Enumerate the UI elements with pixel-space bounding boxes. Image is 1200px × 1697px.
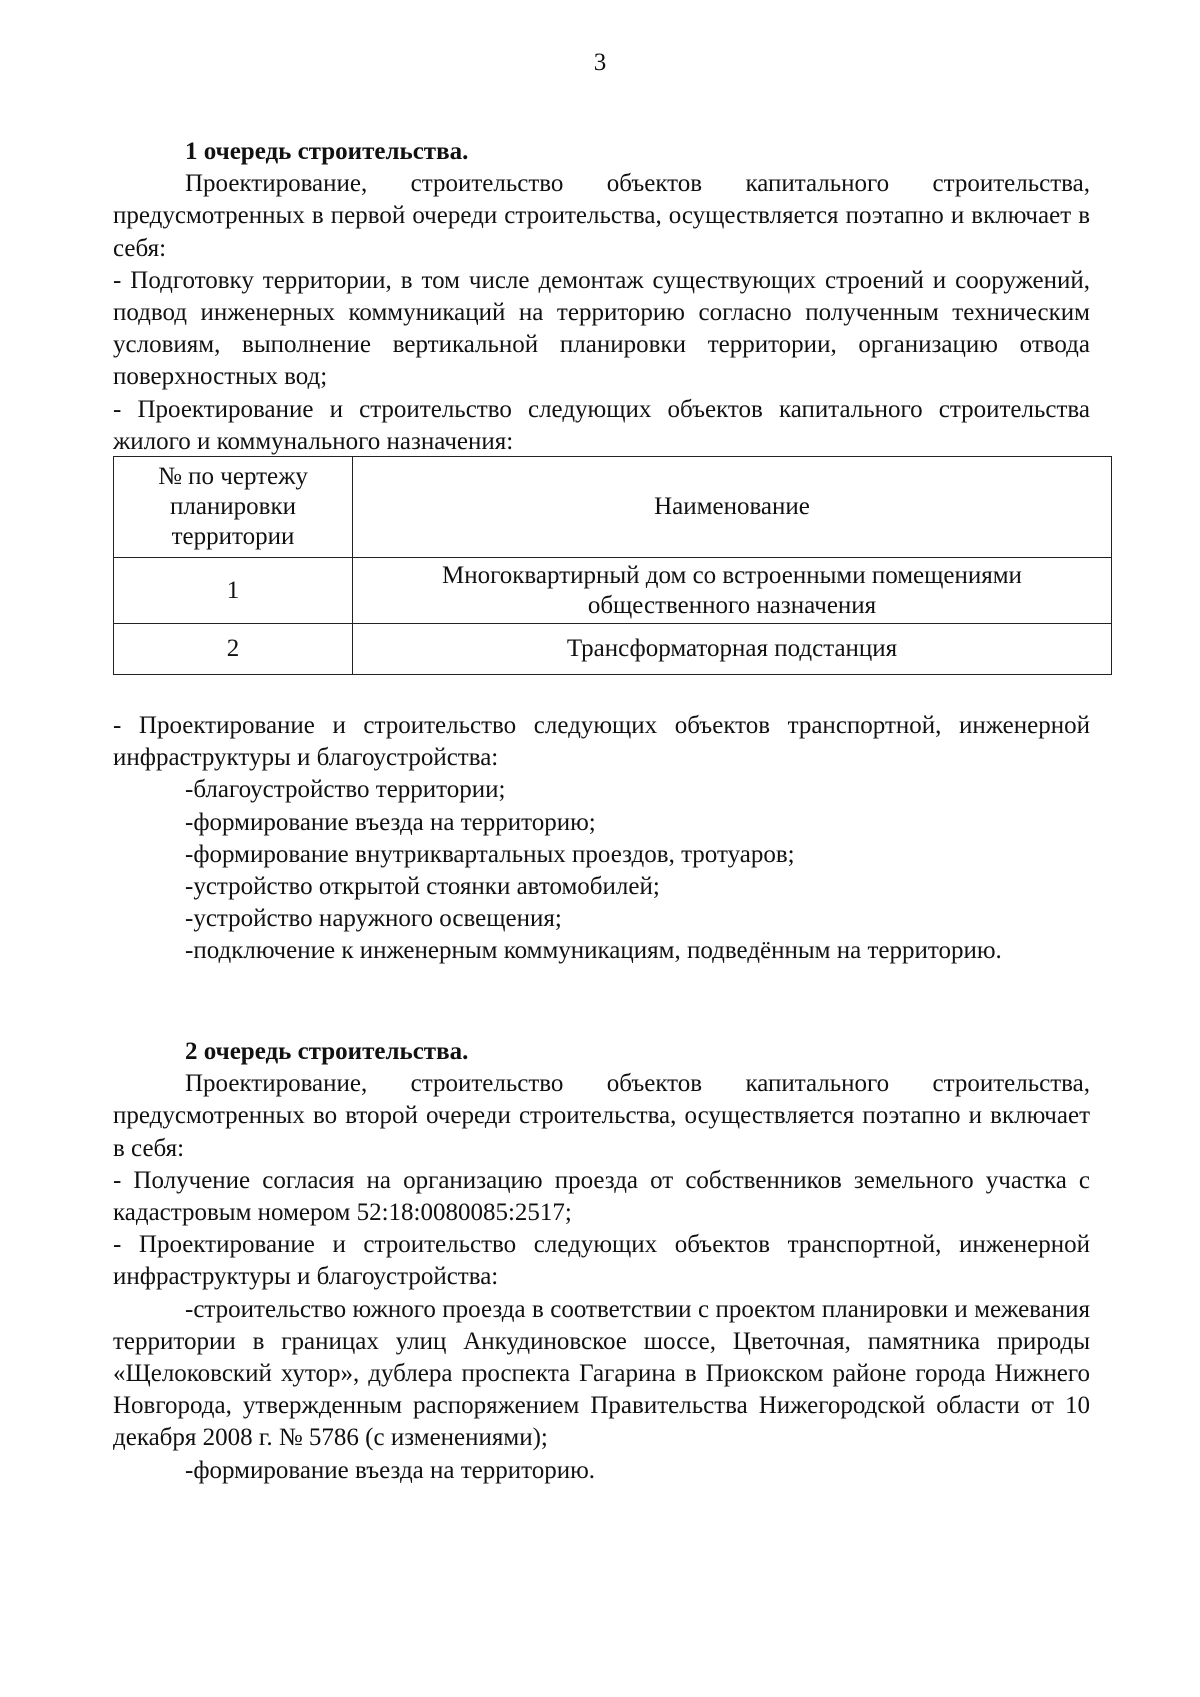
section-1-intro: Проектирование, строительство объектов капитального строительства, предусмотренных в первой очереди строительства, осуществляется поэтапно и включает в себя: xyxy=(113,170,1090,262)
table-cell-name: Трансформаторная подстанция xyxy=(353,624,1112,675)
objects-table xyxy=(113,456,1112,675)
section-2-subitem-1: -строительство южного проезда в соответствии с проектом планировки и межевания территории в границах улиц Анкудиновское шоссе, Цветочная, памятника природы «Щелоковский хутор», дублера проспекта Гагарина в Приокском районе города Нижнего Новгорода, утвержденным распоряжением Правительства Нижегородской области от 10 декабря 2008 г. № 5786 (с изменениями); xyxy=(113,1295,1090,1452)
section-2-block xyxy=(113,1036,1090,1487)
section-1-infrastructure-block xyxy=(113,710,1090,968)
section-1-block xyxy=(113,136,1090,458)
table-header-number: № по чертежу планировки территории xyxy=(114,457,353,558)
table-cell-name: Многоквартирный дом со встроенными помещениями общественного назначения xyxy=(353,558,1112,624)
table-row xyxy=(114,558,1112,624)
section-1-subitem: -устройство открытой стоянки автомобилей; xyxy=(185,873,660,901)
section-2-subitem-2: -формирование въезда на территорию. xyxy=(185,1456,596,1484)
section-1-heading: 1 очередь строительства. xyxy=(185,138,469,165)
section-1-item-2: - Проектирование и строительство следующих объектов капитального строительства жилого и коммунального назначения: xyxy=(113,395,1090,455)
section-1-subitem: -формирование въезда на территорию; xyxy=(185,808,596,836)
section-2-intro: Проектирование, строительство объектов капитального строительства, предусмотренных во второй очереди строительства, осуществляется поэтапно и включает в себя: xyxy=(113,1070,1090,1162)
section-1-subitem: -устройство наружного освещения; xyxy=(185,905,562,933)
section-1-subitem: -подключение к инженерным коммуникациям, подведённым на территорию. xyxy=(185,937,1002,965)
section-1-subitem: -формирование внутриквартальных проездов, тротуаров; xyxy=(185,840,795,868)
section-2-item-1: - Получение согласия на организацию проезда от собственников земельного участка с кадастровым номером 52:18:0080085:2517; xyxy=(113,1166,1090,1227)
table-row xyxy=(114,624,1112,675)
section-1-item-3: - Проектирование и строительство следующих объектов транспортной, инженерной инфраструктуры и благоустройства: xyxy=(113,712,1090,772)
page-number: 3 xyxy=(593,49,607,76)
table-cell-number: 1 xyxy=(114,558,353,624)
table-header-name: Наименование xyxy=(353,457,1112,558)
table-header-row xyxy=(114,457,1112,558)
section-2-heading: 2 очередь строительства. xyxy=(185,1038,469,1065)
section-2-item-2: - Проектирование и строительство следующих объектов транспортной, инженерной инфраструктуры и благоустройства: xyxy=(113,1231,1090,1291)
table-cell-number: 2 xyxy=(114,624,353,675)
section-1-item-1: - Подготовку территории, в том числе демонтаж существующих строений и сооружений, подвод инженерных коммуникаций на территорию согласно полученным техническим условиям, выполнение вертикальной планировки территории, организацию отвода поверхностных вод; xyxy=(113,266,1090,391)
section-1-subitem: -благоустройство территории; xyxy=(185,776,506,804)
